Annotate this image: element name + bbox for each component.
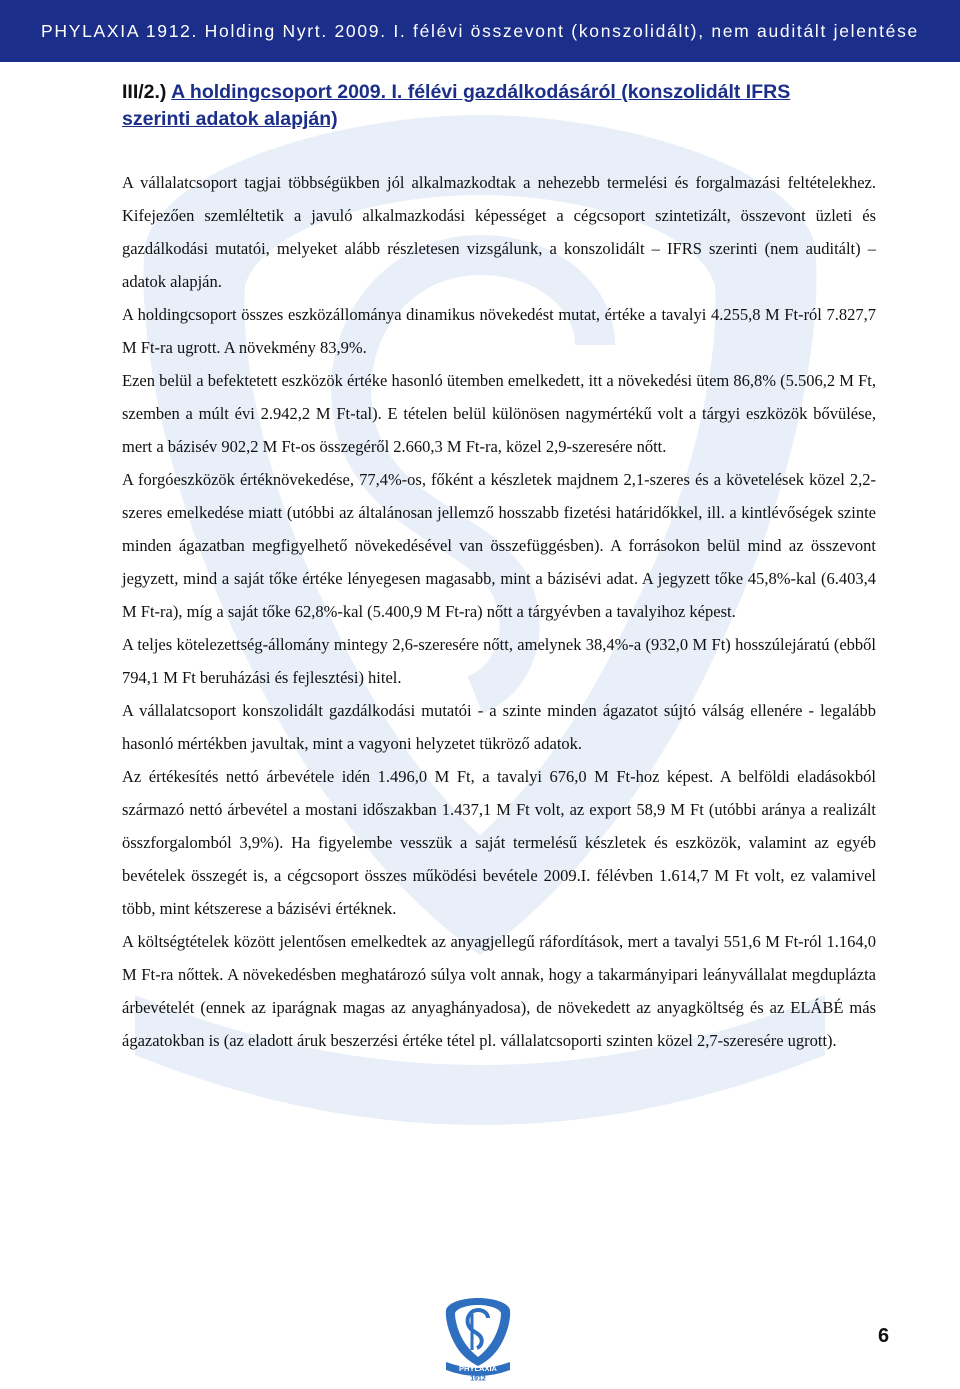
- paragraph-intro: A vállalatcsoport tagjai többségükben jól alkalmazkodtak a nehezebb termelési és forgalmazási feltételekhez. Kifejezően szemléltetik a javuló alkalmazkodási képességet a cégcsoport szintetizált, összevont üzleti és gazdálkodási mutatói, melyeket alább részletesen vizsgálunk, a konszolidált – IFRS szerinti (nem auditált) – adatok alapján.: [122, 173, 876, 291]
- paragraph-fixed-assets: Ezen belül a befektetett eszközök értéke hasonló ütemben emelkedett, itt a növekedési ütem 86,8% (5.506,2 M Ft, szemben a múlt évi 2.942,2 M Ft-tal). E tételen belül különösen nagymértékű volt a tárgyi eszközök bővülése, mert a bázisév 902,2 M Ft-os összegéről 2.660,3 M Ft-ra, közel 2,9-szeresére nőtt.: [122, 371, 876, 456]
- report-body: [122, 166, 876, 1057]
- paragraph-revenue: Az értékesítés nettó árbevétele idén 1.496,0 M Ft, a tavalyi 676,0 M Ft-hoz képest. A belföldi eladásokból származó nettó árbevétel a mostani időszakban 1.437,1 M Ft volt, az export 58,9 M Ft (utóbbi aránya a realizált összforgalomból 3,9%). Ha figyelembe vesszük a saját termelésű készletek és eszközök, valamint az egyéb bevételek összegét is, a cégcsoport összes működési bevétele 2009.I. félévben 1.614,7 M Ft volt, ez valamivel több, mint kétszerese a bázisévi értéknek.: [122, 767, 876, 918]
- section-title-text: A holdingcsoport 2009. I. félévi gazdálkodásáról (konszolidált IFRS szerinti adatok alapján): [122, 81, 791, 130]
- section-heading: [122, 79, 862, 133]
- phylaxia-logo: [442, 1296, 514, 1382]
- paragraph-indicators: A vállalatcsoport konszolidált gazdálkodási mutatói - a szinte minden ágazatot sújtó válság ellenére - legalább hasonló mértékben javultak, mint a vagyoni helyzetet tükröző adatok.: [122, 701, 876, 753]
- paragraph-current-assets: A forgóeszközök értéknövekedése, 77,4%-os, főként a készletek majdnem 2,1-szeres és a követelések közel 2,2-szeres emelkedése miatt (utóbbi az általánosan jellemző hosszabb fizetési határidőkkel, ill. a kintlévőségek szinte minden ágazatban megfigyelhető növekedésével van összefüggésben). A forrásokon belül mind az összevont jegyzett, mind a saját tőke értéke lényegesen magasabb, mint a bázisévi adat. A jegyzett tőke 45,8%-kal (6.403,4 M Ft-ra), míg a saját tőke 62,8%-kal (5.400,9 M Ft-ra) nőtt a tárgyévben a tavalyihoz képest.: [122, 470, 876, 621]
- paragraph-costs: A költségtételek között jelentősen emelkedtek az anyagjellegű ráfordítások, mert a tavalyi 551,6 M Ft-ról 1.164,0 M Ft-ra nőttek. A növekedésben meghatározó súlya volt annak, hogy a takarmányipari leányvállalat megduplázta árbevételét (ennek az iparágnak magas az anyaghányadosa), de növekedett az anyagköltség és az ELÁBÉ más ágazatokban is (az eladott áruk beszerzési értéke tétel pl. vállalatcsoporti szinten közel 2,7-szeresére ugrott).: [122, 932, 876, 1050]
- logo-text: PHYLAXIA: [459, 1364, 497, 1373]
- section-number: III/2.): [122, 81, 167, 103]
- page-number: 6: [878, 1325, 890, 1347]
- paragraph-liabilities: A teljes kötelezettség-állomány mintegy 2,6-szeresére nőtt, amelynek 38,4%-a (932,0 M Ft) hosszúlejáratú (ebből 794,1 M Ft beruházási és fejlesztési) hitel.: [122, 635, 876, 687]
- paragraph-assets: A holdingcsoport összes eszközállománya dinamikus növekedést mutat, értéke a tavalyi 4.255,8 M Ft-ról 7.827,7 M Ft-ra ugrott. A növekmény 83,9%.: [122, 305, 876, 357]
- logo-year: 1912: [470, 1375, 486, 1382]
- document-header: [0, 0, 960, 62]
- header-title: PHYLAXIA 1912. Holding Nyrt. 2009. I. félévi összevont (konszolidált), nem auditált jelentése: [41, 21, 919, 41]
